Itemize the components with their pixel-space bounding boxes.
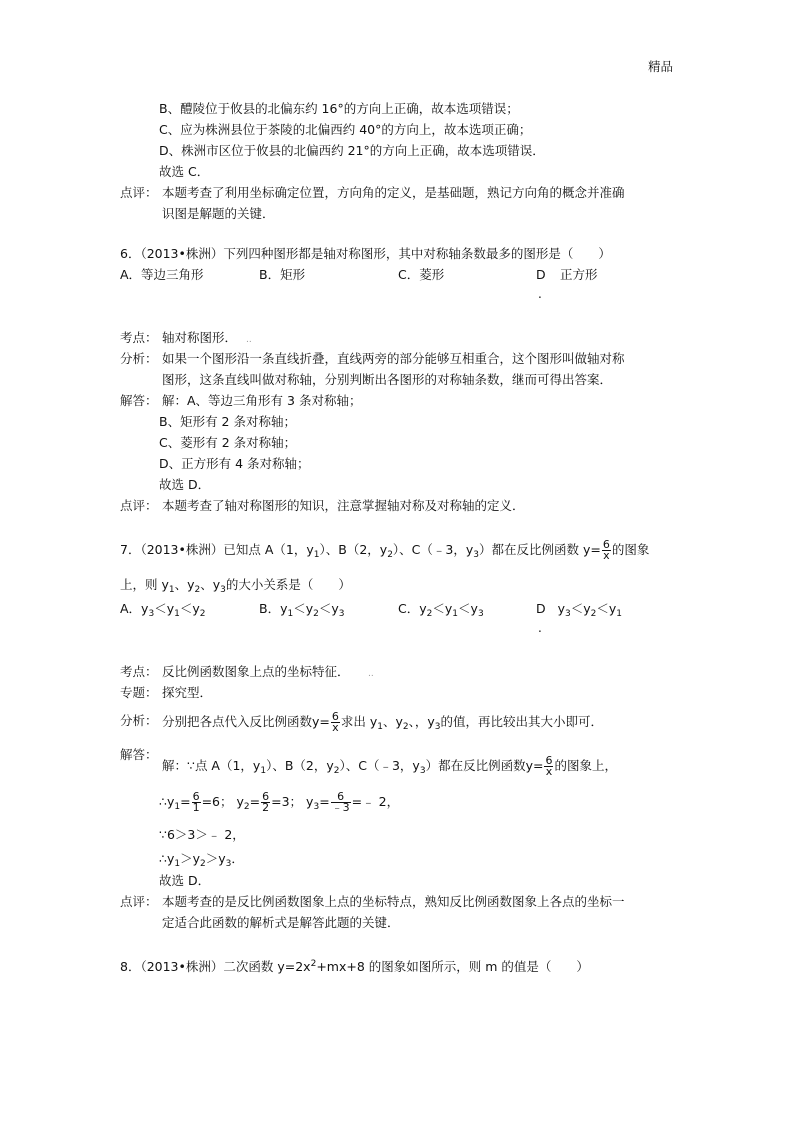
q7-dianping-line2: 定适合此函数的解析式是解答此题的关键． (162, 915, 400, 930)
q6-jieda-line1: 解：A、等边三角形有 3 条对称轴； (162, 393, 362, 408)
q8-stem: 8．（2013•株洲）二次函数 $y=2x^2+mx+8$ 的图象如图所示，则 m 的值是（ ） (120, 959, 589, 974)
q6-stem: 6．（2013•株洲）下列四种图形都是轴对称图形，其中对称轴条数最多的图形是（ ） (120, 246, 611, 261)
q7-kaodian-label: 考点： (120, 664, 158, 679)
q7-option-a: A．$y_3<y_1<y_2$ (120, 601, 206, 619)
prev-review-label: 点评： (120, 185, 158, 200)
q7-fenxi: 分别把各点代入反比例函数y= $\frac{6}{x}$ 求出 $y_1$、$y_2$、，$y_3$的值，再比较出其大小即可． (162, 710, 604, 734)
q7-jieda-line1: 解：∵点 A（1，$y_1$）、B（2，$y_2$）、C（﹣3，$y_3$）都在反比例函数y= $\frac{6}{x}$ 的图象上， (162, 754, 617, 778)
q6-option-a: A．等边三角形 (120, 267, 204, 282)
q7-calc-line: $\therefore y_1=$ $\frac{6}{1}$ =6； $y_2=$ $\frac{6}{2}$ =3； $y_3=$ $\frac{6}{﹣3}$ =﹣ 2， (159, 790, 400, 814)
q7-option-d: D $y_3<y_2<y_1$ (536, 601, 623, 619)
prev-option-d: D、株洲市区位于攸县的北偏西约 21°的方向上正确，故本选项错误． (159, 143, 545, 158)
q7-conclusion-line: $\therefore y_1>y_2>y_3$． (159, 851, 244, 869)
prev-answer: 故选 C． (159, 164, 210, 179)
q6-kaodian-mark: .. (246, 335, 252, 345)
q6-option-c: C．菱形 (398, 267, 445, 282)
q6-jieda-label: 解答： (120, 393, 158, 408)
q6-jieda-line3: C、菱形有 2 条对称轴； (159, 435, 297, 450)
q7-kaodian-mark: .. (368, 669, 374, 679)
q6-kaodian-label: 考点： (120, 330, 158, 345)
prev-option-b: B、醴陵位于攸县的北偏东约 16°的方向上正确，故本选项错误； (159, 101, 519, 116)
q7-jieda-label: 解答： (120, 747, 158, 762)
prev-option-c: C、应为株洲县位于茶陵的北偏西约 40°的方向上，故本选项正确； (159, 122, 532, 137)
q7-stem-line1: 7．（2013•株洲）已知点 A（1，$y_1$）、B（2，$y_2$）、C（﹣3，$y_3$）都在反比例函数 y= $\frac{6}{x}$ 的图象 (120, 538, 650, 562)
q7-zhuanti-label: 专题： (120, 685, 158, 700)
q6-kaodian: 轴对称图形． (162, 330, 238, 345)
q6-option-b: B．矩形 (259, 267, 306, 282)
q7-option-c: C．$y_2<y_1<y_3$ (398, 601, 484, 619)
q6-jieda-line5: 故选 D． (159, 477, 211, 492)
q7-zhuanti: 探究型． (162, 685, 213, 700)
q7-dianping-line1: 本题考查的是反比例函数图象上点的坐标特点，熟知反比例函数图象上各点的坐标一 (162, 894, 625, 909)
q7-compare-line: ∵6＞3＞﹣ 2， (159, 827, 245, 842)
q6-fenxi-label: 分析： (120, 351, 158, 366)
prev-review-line2: 识图是解题的关键． (162, 206, 275, 221)
q6-fenxi-line1: 如果一个图形沿一条直线折叠，直线两旁的部分能够互相重合，这个图形叫做轴对称 (162, 351, 625, 366)
q7-kaodian: 反比例函数图象上点的坐标特征． (162, 664, 350, 679)
q6-jieda-line2: B、矩形有 2 条对称轴； (159, 414, 296, 429)
q6-dianping-label: 点评： (120, 498, 158, 513)
q7-answer: 故选 D． (159, 873, 211, 888)
header-tag: 精品 (648, 59, 674, 74)
q7-stem-line2: 上，则 $y_1$、$y_2$、$y_3$的大小关系是（ ） (120, 577, 351, 595)
q7-option-d-dot: . (538, 621, 542, 635)
q6-option-d-text: 正方形 (560, 267, 598, 282)
q7-option-b: B．$y_1<y_2<y_3$ (259, 601, 345, 619)
q6-fenxi-line2: 图形，这条直线叫做对称轴，分别判断出各图形的对称轴条数，继而可得出答案． (162, 372, 613, 387)
q7-fenxi-label: 分析： (120, 713, 158, 728)
q6-dianping: 本题考查了轴对称图形的知识，注意掌握轴对称及对称轴的定义． (162, 498, 525, 513)
q7-dianping-label: 点评： (120, 894, 158, 909)
q7-function: y= $\frac{6}{x}$ (583, 538, 610, 562)
prev-review-line1: 本题考查了利用坐标确定位置，方向角的定义，是基础题，熟记方向角的概念并准确 (162, 185, 625, 200)
q6-option-d-letter: D (536, 267, 546, 282)
q6-option-d-dot: . (538, 287, 542, 301)
q6-jieda-line4: D、正方形有 4 条对称轴； (159, 456, 310, 471)
